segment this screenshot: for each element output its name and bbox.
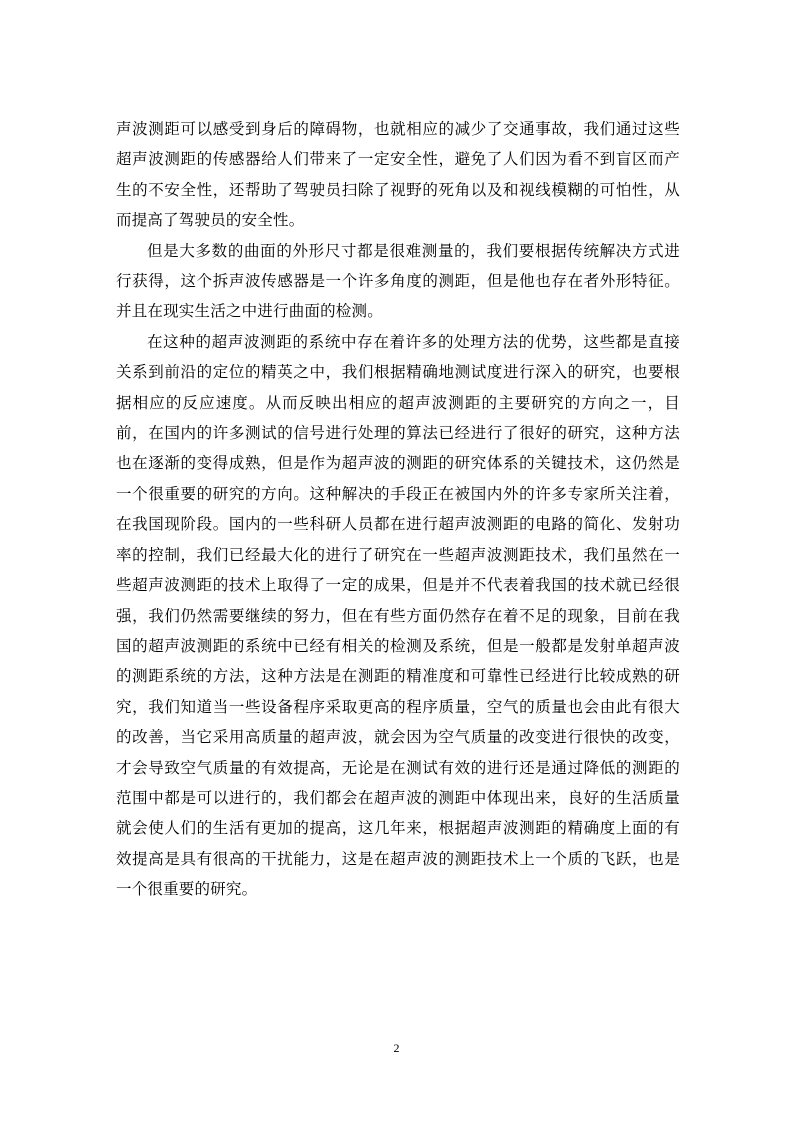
paragraph-continuation: 声波测距可以感受到身后的障碍物，也就相应的减少了交通事故，我们通过这些超声波测距的传感器给人们带来了一定安全性，避免了人们因为看不到盲区而产生的不安全性，还帮助了驾驶员扫除了视野的死角以及和视线模糊的可怕性，从而提高了驾驶员的安全性。 [116, 120, 680, 230]
page-number: 2 [393, 1041, 400, 1055]
paragraph-curved-surface-measurement: 但是大多数的曲面的外形尺寸都是很难测量的，我们要根据传统解决方式进行获得，这个拆声波传感器是一个许多角度的测距，但是他也存在者外形特征。并且在现实生活之中进行曲面的检测。 [116, 241, 680, 321]
document-body [116, 114, 680, 905]
paragraph-ultrasonic-research-status: 在这种的超声波测距的系统中存在着许多的处理方法的优势，这些都是直接关系到前沿的定位的精英之中，我们根据精确地测试度进行深入的研究，也要根据相应的反应速度。从而反映出相应的超声波测距的主要研究的方向之一，目前，在国内的许多测试的信号进行处理的算法已经进行了很好的研究，这种方法也在逐渐的变得成熟，但是作为超声波的测距的研究体系的关键技术，这仍然是一个很重要的研究的方向。这种解决的手段正在被国内外的许多专家所关注着，在我国现阶段。国内的一些科研人员都在进行超声波测距的电路的简化、发射功率的控制，我们已经最大化的进行了研究在一些超声波测距技术，我们虽然在一些超声波测距的技术上取得了一定的成果，但是并不代表着我国的技术就已经很强，我们仍然需要继续的努力，但在有些方面仍然存在着不足的现象，目前在我国的超声波测距的系统中已经有相关的检测及系统，但是一般都是发射单超声波的测距系统的方法，这种方法是在测距的精准度和可靠性已经进行比较成熟的研究，我们知道当一些设备程序采取更高的程序质量，空气的质量也会由此有很大的改善，当它采用高质量的超声波，就会因为空气质量的改变进行很快的改变，才会导致空气质量的有效提高，无论是在测试有效的进行还是通过降低的测距的范围中都是可以进行的，我们都会在超声波的测距中体现出来，良好的生活质量就会使人们的生活有更加的提高，这几年来，根据超声波测距的精确度上面的有效提高是具有很高的干扰能力，这是在超声波的测距技术上一个质的飞跃，也是一个很重要的研究。 [116, 332, 680, 899]
